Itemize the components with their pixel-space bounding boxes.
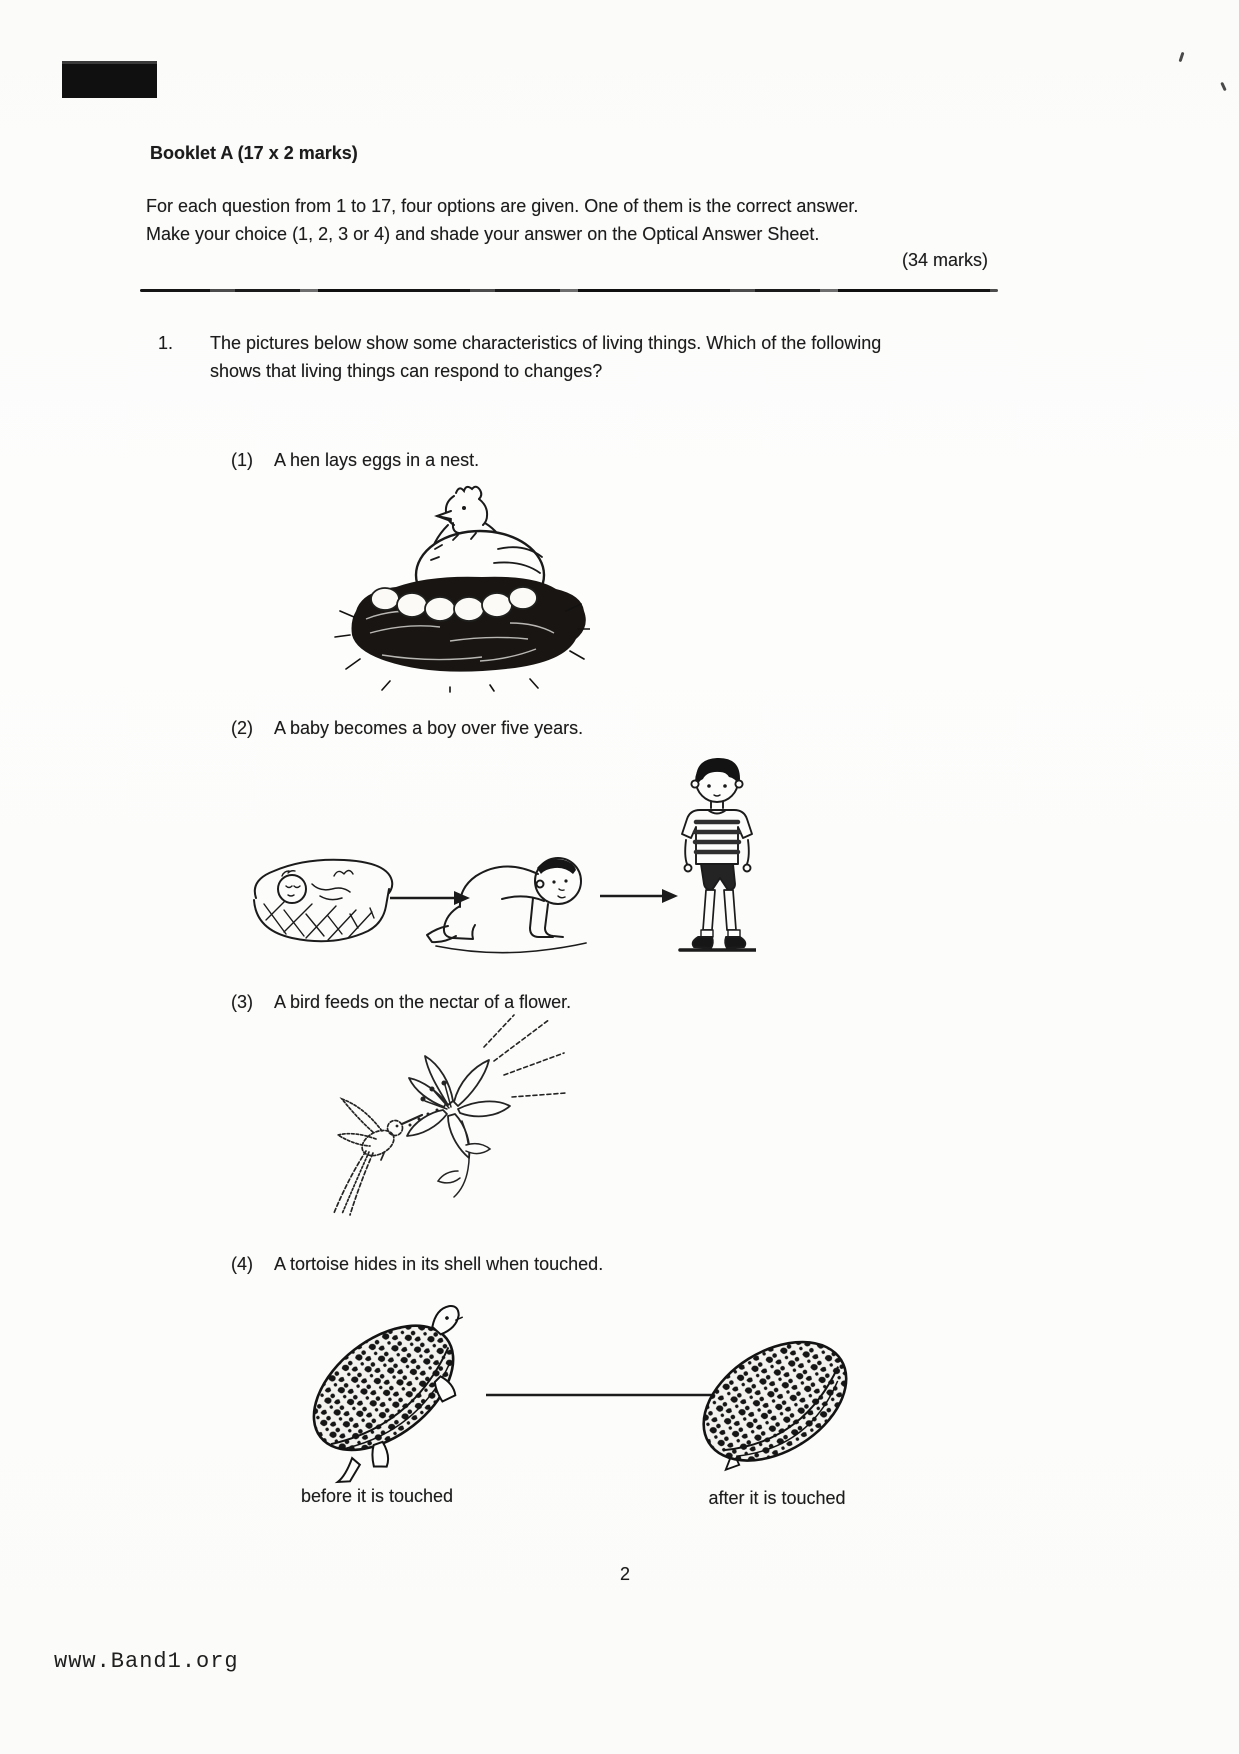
option-4-label: (4) — [231, 1254, 253, 1274]
option-2-text: A baby becomes a boy over five years. — [274, 718, 584, 738]
tortoise-before-after-illustration — [278, 1283, 882, 1511]
caption-after: after it is touched — [708, 1488, 846, 1508]
scan-mark — [1220, 82, 1227, 91]
section-divider — [140, 289, 998, 292]
marks-note: (34 marks) — [901, 250, 988, 270]
instructions-line-2: Make your choice (1, 2, 3 or 4) and shade your answer on the Optical Answer Sheet. — [146, 224, 820, 244]
option-1-text: A hen lays eggs in a nest. — [274, 450, 480, 470]
bird-flower-illustration — [298, 1013, 570, 1237]
instructions-line-1: For each question from 1 to 17, four options are given. One of them is the correct answer. — [146, 196, 859, 216]
option-3-text: A bird feeds on the nectar of a flower. — [274, 992, 572, 1012]
question-text-line-1: The pictures below show some characteristics of living things. Which of the following — [210, 333, 882, 353]
caption-before: before it is touched — [300, 1486, 454, 1506]
question-number: 1. — [158, 333, 174, 353]
option-1-label: (1) — [231, 450, 253, 470]
option-2-label: (2) — [231, 718, 253, 738]
hen-nest-illustration — [330, 483, 590, 693]
scan-mark — [1179, 52, 1185, 62]
option-4-text: A tortoise hides in its shell when touched. — [274, 1254, 604, 1274]
option-3-label: (3) — [231, 992, 253, 1012]
question-text-line-2: shows that living things can respond to changes? — [210, 361, 603, 381]
watermark: www.Band1.org — [54, 1649, 239, 1674]
booklet-title: Booklet A (17 x 2 marks) — [150, 143, 358, 163]
baby-growth-illustration — [228, 748, 756, 960]
redaction-box — [62, 61, 157, 98]
page-number: 2 — [620, 1564, 631, 1584]
